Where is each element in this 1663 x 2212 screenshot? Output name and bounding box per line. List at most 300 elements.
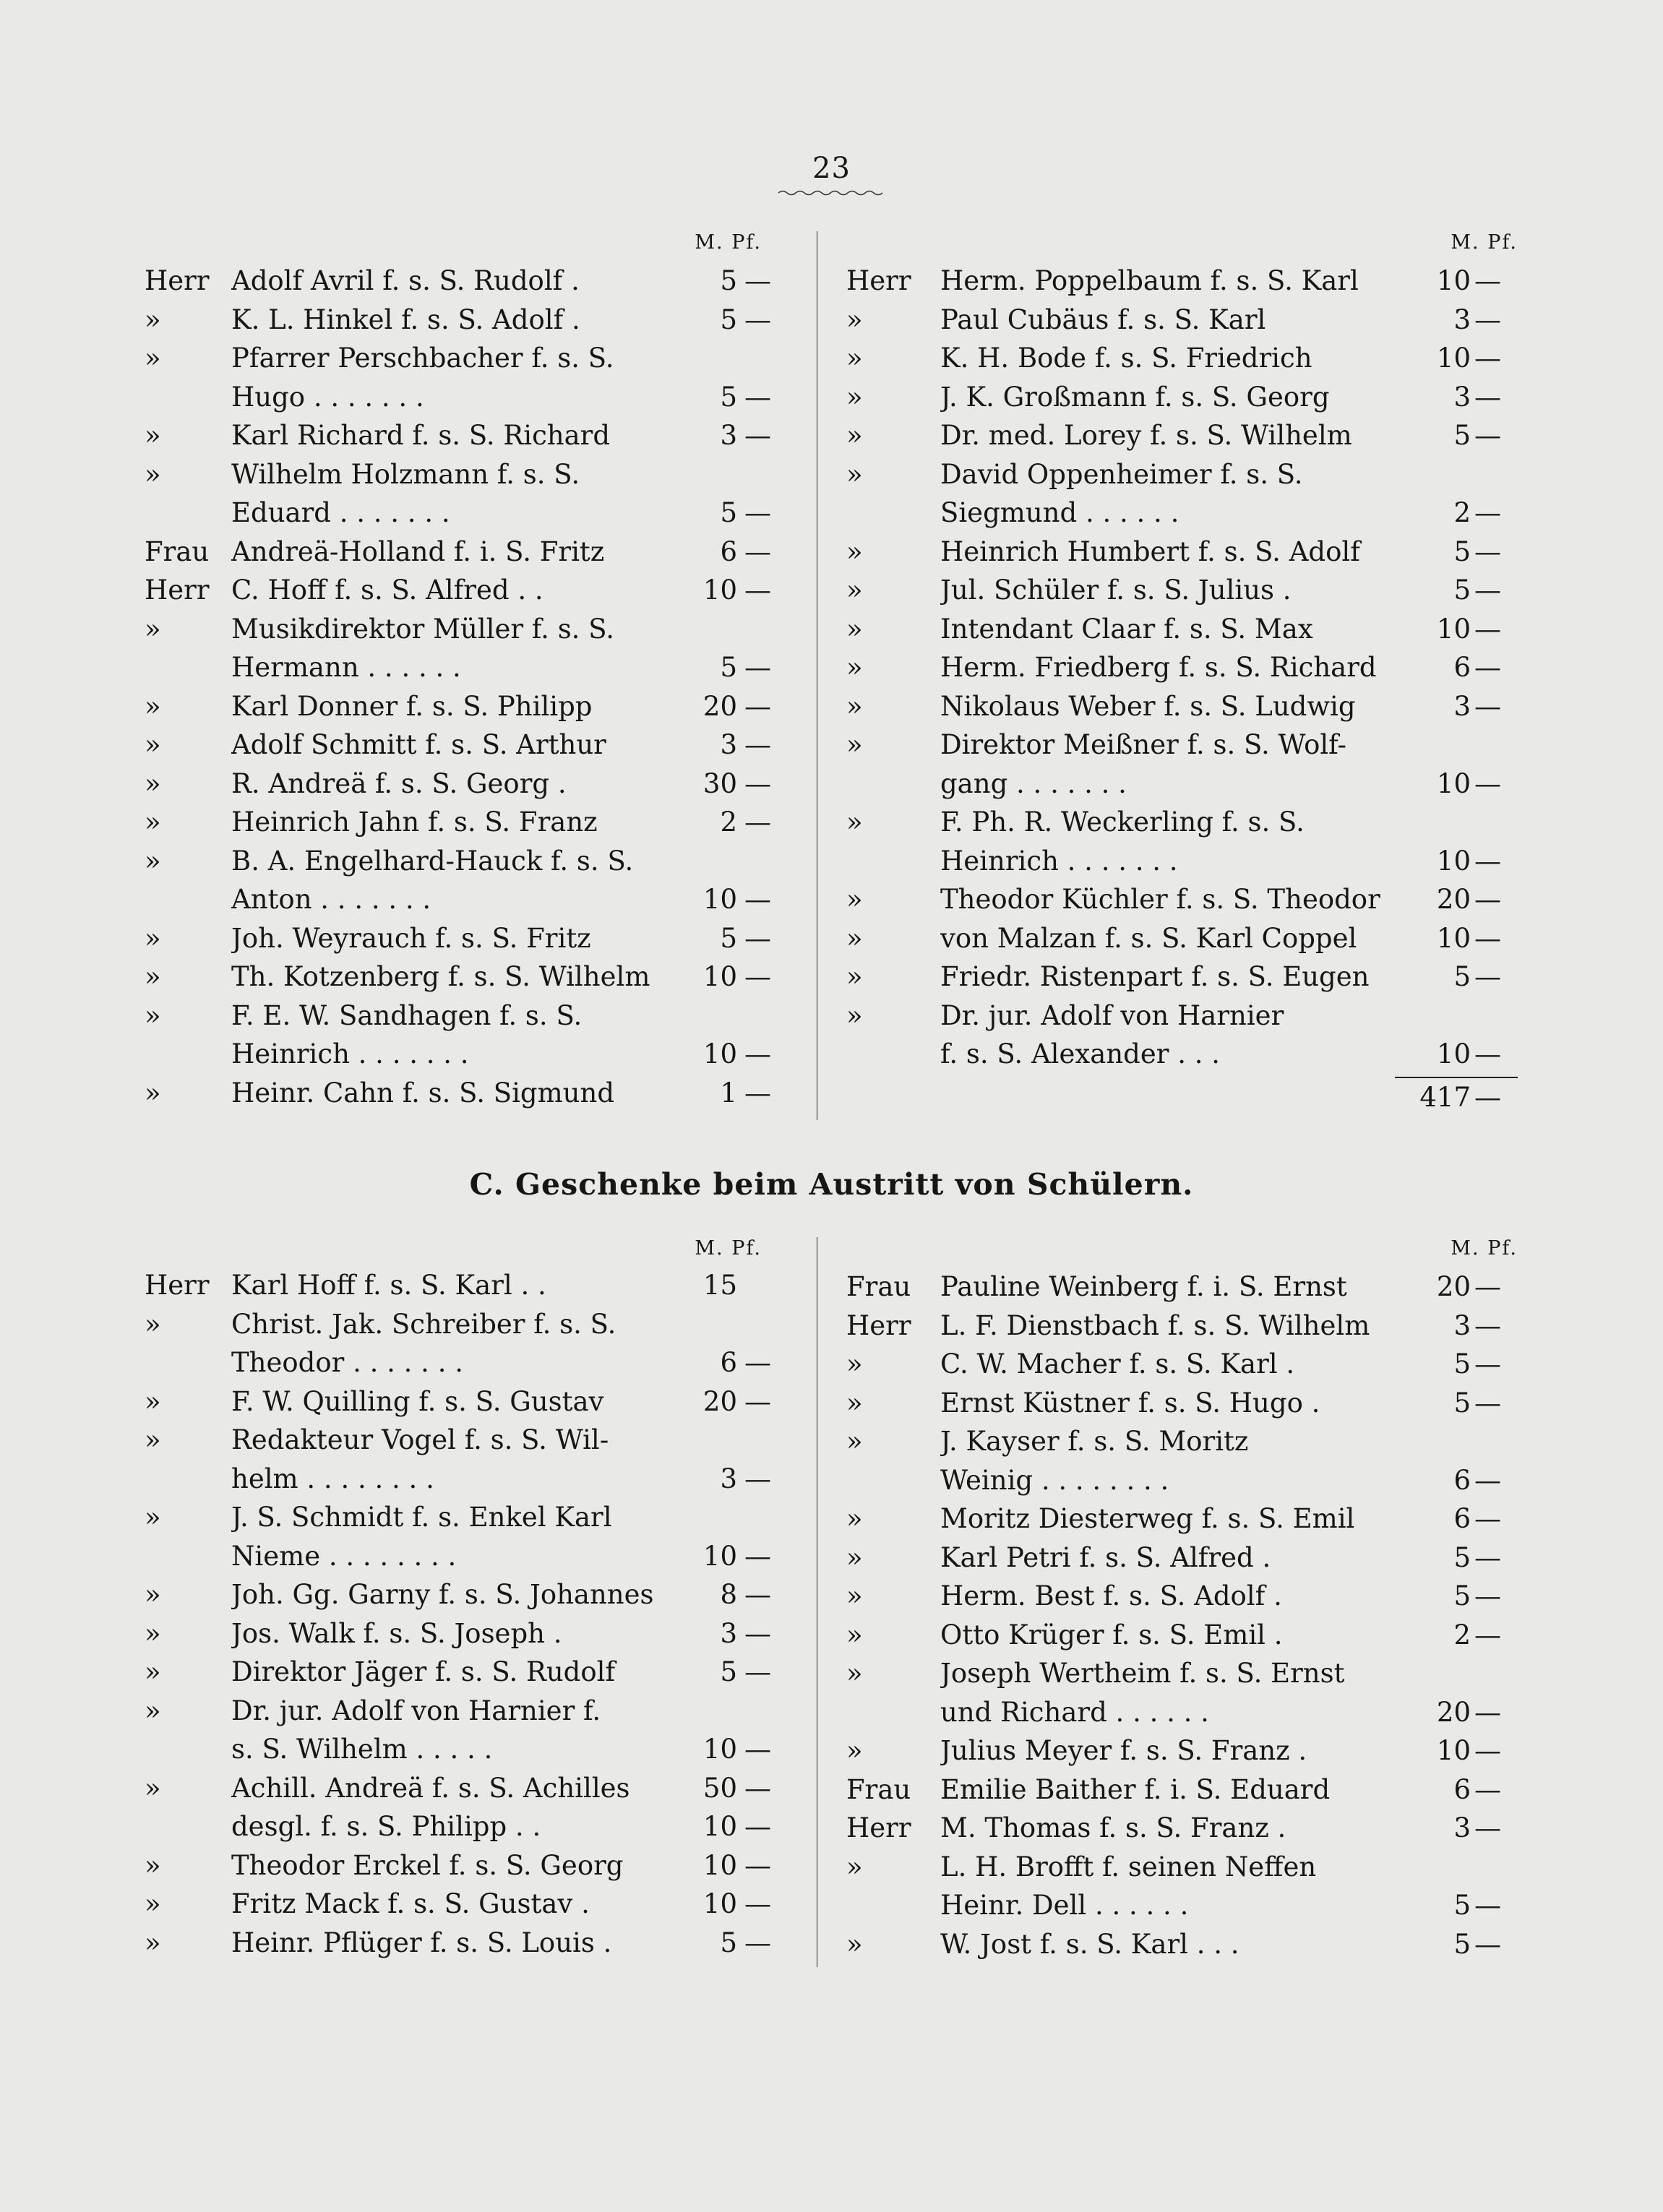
entry-pfennig: — <box>1474 652 1501 683</box>
entry-pfennig: — <box>744 652 771 683</box>
entry-mark: 2 <box>1453 1619 1471 1651</box>
entry-lead: Frau <box>145 535 210 567</box>
entry-mark: 10 <box>1436 1735 1471 1766</box>
entry-text: Weinig . . . . . . . . <box>940 1464 1169 1496</box>
entry-text: von Malzan f. s. S. Karl Coppel <box>940 922 1357 954</box>
column-header: M. Pf. <box>695 1237 762 1260</box>
ledger-entry <box>846 416 1518 455</box>
ledger-entry <box>846 726 1518 765</box>
entry-text: Redakteur Vogel f. s. S. Wil- <box>231 1424 609 1455</box>
entry-text: Pfarrer Perschbacher f. s. S. <box>231 343 614 374</box>
ledger-rows <box>145 262 795 1112</box>
entry-text: s. S. Wilhelm . . . . . <box>231 1734 493 1765</box>
entry-lead: » <box>145 1617 161 1649</box>
ledger-entry <box>145 842 795 881</box>
entry-pfennig: — <box>1474 1038 1501 1070</box>
ledger-entry <box>145 378 795 417</box>
entry-lead: » <box>846 535 863 567</box>
entry-pfennig: — <box>1474 574 1501 606</box>
entry-text: Heinr. Cahn f. s. S. Sigmund <box>231 1077 615 1109</box>
entry-text: M. Thomas f. s. S. Franz . <box>940 1812 1286 1843</box>
entry-pfennig: — <box>1474 961 1501 992</box>
entry-mark: 6 <box>720 1347 737 1378</box>
entry-text: Theodor Küchler f. s. S. Theodor <box>940 884 1380 915</box>
entry-pfennig: — <box>1474 1541 1501 1573</box>
entry-mark: 10 <box>702 1811 737 1842</box>
entry-mark: 20 <box>1436 1271 1471 1302</box>
entry-mark: 5 <box>720 497 737 528</box>
entry-lead: » <box>145 729 161 760</box>
entry-mark: 5 <box>1453 420 1471 451</box>
entry-pfennig: — <box>1474 884 1501 915</box>
entry-lead: » <box>145 767 161 799</box>
entry-pfennig: — <box>744 690 771 722</box>
entry-mark: 5 <box>720 1927 737 1958</box>
entry-mark: 5 <box>1453 961 1471 992</box>
entry-lead: » <box>145 806 161 838</box>
ledger-section-c <box>145 1237 1518 1967</box>
ledger-entry <box>145 687 795 726</box>
entry-lead: » <box>846 884 863 915</box>
entry-mark: 5 <box>720 922 737 954</box>
entry-text: Hermann . . . . . . <box>231 652 461 683</box>
entry-pfennig: — <box>1474 845 1501 877</box>
entry-mark: 15 <box>702 1270 737 1301</box>
entry-pfennig: — <box>744 1579 771 1610</box>
ledger-entry <box>846 301 1518 340</box>
entry-pfennig: — <box>1474 613 1501 645</box>
entry-text: Friedr. Ristenpart f. s. S. Eugen <box>940 961 1370 992</box>
entry-text: Joseph Wertheim f. s. S. Ernst <box>940 1658 1345 1689</box>
entry-mark: 5 <box>1453 535 1471 567</box>
ledger-entry <box>846 571 1518 610</box>
entry-mark: 5 <box>1453 1580 1471 1611</box>
entry-text: Andreä-Holland f. i. S. Fritz <box>231 535 605 567</box>
entry-mark: 10 <box>702 1888 737 1919</box>
entry-mark: 5 <box>1453 1890 1471 1921</box>
entry-lead: Herr <box>846 1309 911 1341</box>
entry-pfennig: — <box>744 1811 771 1842</box>
ledger-entry <box>846 957 1518 997</box>
ledger-entry <box>145 1537 795 1576</box>
entry-pfennig: — <box>744 1463 771 1494</box>
ledger-entry <box>145 1769 795 1808</box>
entry-text: Karl Petri f. s. S. Alfred . <box>940 1541 1271 1573</box>
entry-text: Musikdirektor Müller f. s. S. <box>231 613 614 645</box>
ledger-entry <box>846 1035 1518 1074</box>
ledger-entry <box>145 765 795 804</box>
entry-lead: » <box>145 1502 161 1533</box>
ledger-entry <box>846 1577 1518 1616</box>
ledger-entry <box>846 1809 1518 1848</box>
entry-mark: 8 <box>720 1579 737 1610</box>
ledger-entry <box>846 1848 1518 1887</box>
ledger-entry <box>846 339 1518 378</box>
entry-text: Wilhelm Holzmann f. s. S. <box>231 458 580 490</box>
entry-pfennig: — <box>1474 922 1501 954</box>
entry-pfennig: — <box>744 1385 771 1417</box>
entry-pfennig: — <box>1474 420 1501 451</box>
entry-text: C. Hoff f. s. S. Alfred . . <box>231 574 543 606</box>
entry-pfennig: — <box>1474 1387 1501 1419</box>
entry-text: Joh. Gg. Garny f. s. S. Johannes <box>231 1579 654 1610</box>
ornament-flourish <box>777 189 885 197</box>
entry-text: L. F. Dienstbach f. s. S. Wilhelm <box>940 1309 1370 1341</box>
entry-pfennig: — <box>1474 1890 1501 1921</box>
entry-text: desgl. f. s. S. Philipp . . <box>231 1811 541 1842</box>
entry-lead: » <box>846 1851 863 1882</box>
entry-text: Intendant Claar f. s. S. Max <box>940 613 1313 645</box>
entry-pfennig: — <box>1474 1503 1501 1534</box>
entry-pfennig: — <box>1474 343 1501 374</box>
entry-lead: » <box>846 1928 863 1960</box>
entry-text: Heinr. Pflüger f. s. S. Louis . <box>231 1927 612 1958</box>
entry-pfennig: — <box>744 1927 771 1958</box>
ledger-entry <box>846 765 1518 804</box>
entry-text: Emilie Baither f. i. S. Eduard <box>940 1773 1331 1805</box>
ledger-entry <box>846 842 1518 881</box>
entry-lead: » <box>846 806 863 838</box>
ledger-entry <box>145 494 795 533</box>
ledger-rows <box>846 1268 1518 1963</box>
ledger-entry <box>145 455 795 494</box>
entry-text: K. L. Hinkel f. s. S. Adolf . <box>231 304 580 335</box>
ledger-rows <box>145 1266 795 1962</box>
entry-lead: » <box>145 613 161 645</box>
entry-lead: » <box>846 304 863 335</box>
ledger-entry <box>846 1422 1518 1461</box>
entry-mark: 10 <box>702 1849 737 1881</box>
entry-mark: 30 <box>702 767 737 799</box>
entry-lead: » <box>145 420 161 451</box>
entry-text: Herm. Friedberg f. s. S. Richard <box>940 652 1377 683</box>
entry-lead: Herr <box>145 574 210 606</box>
entry-mark: 10 <box>702 1038 737 1070</box>
ledger-entry <box>145 1807 795 1846</box>
entry-pfennig: — <box>1474 304 1501 335</box>
entry-pfennig: — <box>744 535 771 567</box>
entry-mark: 3 <box>1453 1309 1471 1341</box>
ledger-section-b <box>145 231 1518 1120</box>
entry-mark: 3 <box>720 1617 737 1649</box>
entry-mark: 20 <box>702 690 737 722</box>
entry-pfennig: — <box>1474 265 1501 296</box>
ledger-entry <box>846 533 1518 572</box>
ledger-entry <box>145 301 795 340</box>
ledger-entry <box>145 1460 795 1499</box>
total-amount: 417 <box>1419 1082 1471 1113</box>
entry-lead: » <box>145 1424 161 1455</box>
entry-text: Julius Meyer f. s. S. Franz . <box>940 1735 1307 1766</box>
entry-lead: » <box>145 1579 161 1610</box>
entry-text: Eduard . . . . . . . <box>231 497 450 528</box>
ledger-entry <box>145 1074 795 1113</box>
entry-mark: 10 <box>702 574 737 606</box>
entry-text: Paul Cubäus f. s. S. Karl <box>940 304 1266 335</box>
entry-mark: 10 <box>702 1734 737 1765</box>
entry-lead: » <box>846 961 863 992</box>
entry-lead: » <box>145 1772 161 1804</box>
entry-pfennig: — <box>744 767 771 799</box>
ledger-entry <box>145 339 795 378</box>
entry-lead: » <box>846 729 863 760</box>
entry-lead: Herr <box>846 265 911 296</box>
ledger-entry <box>846 1925 1518 1964</box>
entry-mark: 5 <box>720 265 737 296</box>
entry-text: Karl Hoff f. s. S. Karl . . <box>231 1270 546 1301</box>
ledger-entry <box>145 648 795 687</box>
ledger-entry <box>145 1343 795 1382</box>
entry-mark: 10 <box>1436 613 1471 645</box>
entry-lead: » <box>846 1658 863 1689</box>
entry-pfennig: — <box>1474 1619 1501 1651</box>
entry-pfennig: — <box>1474 1348 1501 1380</box>
entry-text: David Oppenheimer f. s. S. <box>940 458 1303 490</box>
entry-pfennig: — <box>1474 1271 1501 1302</box>
entry-pfennig: — <box>744 729 771 760</box>
entry-text: und Richard . . . . . . <box>940 1696 1209 1728</box>
entry-pfennig: — <box>744 1077 771 1109</box>
entry-text: Ernst Küstner f. s. S. Hugo . <box>940 1387 1320 1419</box>
entry-lead: Frau <box>846 1271 911 1302</box>
entry-lead: » <box>846 1619 863 1651</box>
entry-text: Heinr. Dell . . . . . . <box>940 1890 1189 1921</box>
entry-pfennig: — <box>744 1888 771 1919</box>
ledger-entry <box>846 1731 1518 1770</box>
entry-mark: 3 <box>720 420 737 451</box>
entry-text: Dr. jur. Adolf von Harnier <box>940 999 1284 1031</box>
ledger-entry <box>145 1730 795 1769</box>
entry-lead: » <box>846 613 863 645</box>
entry-mark: 20 <box>702 1385 737 1417</box>
entry-lead: » <box>846 1503 863 1534</box>
entry-mark: 3 <box>1453 1812 1471 1843</box>
ledger-entry <box>846 687 1518 726</box>
entry-mark: 3 <box>1453 381 1471 413</box>
entry-mark: 50 <box>702 1772 737 1804</box>
entry-text: Karl Richard f. s. S. Richard <box>231 420 611 451</box>
entry-mark: 20 <box>1436 1696 1471 1728</box>
ledger-left-column <box>145 1237 817 1967</box>
entry-text: Heinrich Jahn f. s. S. Franz <box>231 806 598 838</box>
ledger-entry <box>846 1461 1518 1500</box>
ledger-entry <box>846 455 1518 494</box>
entry-mark: 10 <box>1436 922 1471 954</box>
ledger-right-column <box>817 1237 1518 1967</box>
ledger-entry <box>846 997 1518 1036</box>
entry-lead: » <box>145 343 161 374</box>
entry-pfennig: — <box>744 1540 771 1572</box>
entry-lead: » <box>846 1541 863 1573</box>
column-header: M. Pf. <box>1451 231 1518 254</box>
entry-lead: » <box>145 1385 161 1417</box>
ledger-entry <box>145 610 795 649</box>
ledger-entry <box>145 1305 795 1344</box>
entry-pfennig: — <box>1474 1735 1501 1766</box>
entry-pfennig: — <box>1474 535 1501 567</box>
entry-text: Theodor Erckel f. s. S. Georg <box>231 1849 624 1881</box>
entry-mark: 5 <box>720 304 737 335</box>
ledger-entry <box>846 1268 1518 1307</box>
entry-text: Moritz Diesterweg f. s. S. Emil <box>940 1503 1355 1534</box>
entry-text: Theodor . . . . . . . <box>231 1347 463 1378</box>
ledger-entry <box>846 880 1518 919</box>
entry-mark: 6 <box>720 535 737 567</box>
entry-text: Nieme . . . . . . . . <box>231 1540 457 1572</box>
ledger-entry <box>145 1382 795 1421</box>
ledger-entry <box>846 1654 1518 1693</box>
ledger-entry <box>846 1886 1518 1925</box>
entry-pfennig: — <box>1474 1580 1501 1611</box>
ledger-entry <box>846 1770 1518 1809</box>
entry-lead: » <box>846 1348 863 1380</box>
ledger-entry <box>145 416 795 455</box>
entry-pfennig: — <box>1474 1773 1501 1805</box>
ledger-entry <box>145 1924 795 1963</box>
entry-text: Herm. Best f. s. S. Adolf . <box>940 1580 1282 1611</box>
entry-pfennig: — <box>1474 497 1501 528</box>
entry-text: Otto Krüger f. s. S. Emil . <box>940 1619 1283 1651</box>
ledger-entry <box>145 997 795 1036</box>
entry-pfennig: — <box>744 1734 771 1765</box>
total-pfennig: — <box>1474 1082 1501 1113</box>
entry-pfennig: — <box>744 806 771 838</box>
entry-text: J. S. Schmidt f. s. Enkel Karl <box>231 1502 612 1533</box>
entry-mark: 5 <box>1453 1928 1471 1960</box>
entry-lead: » <box>846 574 863 606</box>
entry-lead: » <box>846 1387 863 1419</box>
entry-text: helm . . . . . . . . <box>231 1463 434 1494</box>
entry-text: Direktor Meißner f. s. S. Wolf- <box>940 729 1347 760</box>
entry-lead: » <box>145 922 161 954</box>
entry-text: Jul. Schüler f. s. S. Julius . <box>940 574 1292 606</box>
ledger-rows <box>846 262 1518 1074</box>
entry-text: Achill. Andreä f. s. S. Achilles <box>231 1772 630 1804</box>
entry-lead: » <box>846 458 863 490</box>
entry-mark: 5 <box>1453 574 1471 606</box>
section-c-heading: C. Geschenke beim Austritt von Schülern. <box>469 1167 1194 1202</box>
entry-mark: 20 <box>1436 884 1471 915</box>
entry-pfennig: — <box>744 961 771 992</box>
entry-text: F. Ph. R. Weckerling f. s. S. <box>940 806 1305 838</box>
ledger-entry <box>145 880 795 919</box>
entry-text: Adolf Schmitt f. s. S. Arthur <box>231 729 606 760</box>
ledger-entry <box>846 648 1518 687</box>
entry-mark: 10 <box>1436 343 1471 374</box>
entry-text: L. H. Brofft f. seinen Neffen <box>940 1851 1317 1882</box>
entry-mark: 10 <box>1436 767 1471 799</box>
ledger-entry <box>145 803 795 842</box>
entry-text: Karl Donner f. s. S. Philipp <box>231 690 593 722</box>
ledger-entry <box>145 919 795 958</box>
ledger-entry <box>846 1307 1518 1346</box>
entry-mark: 10 <box>1436 845 1471 877</box>
total-row <box>846 1078 1518 1117</box>
entry-text: B. A. Engelhard-Hauck f. s. S. <box>231 845 634 877</box>
entry-mark: 10 <box>1436 1038 1471 1070</box>
entry-text: f. s. S. Alexander . . . <box>940 1038 1221 1070</box>
entry-lead: » <box>846 922 863 954</box>
entry-lead: » <box>846 381 863 413</box>
entry-text: C. W. Macher f. s. S. Karl . <box>940 1348 1295 1380</box>
entry-pfennig: — <box>1474 767 1501 799</box>
ledger-entry <box>846 378 1518 417</box>
ledger-entry <box>145 1266 795 1305</box>
entry-mark: 3 <box>720 729 737 760</box>
entry-mark: 5 <box>720 1656 737 1687</box>
entry-text: Nikolaus Weber f. s. S. Ludwig <box>940 690 1356 722</box>
entry-text: Jos. Walk f. s. S. Joseph . <box>231 1617 562 1649</box>
entry-mark: 10 <box>702 1540 737 1572</box>
entry-text: Heinrich . . . . . . . <box>231 1038 469 1070</box>
entry-lead: » <box>145 845 161 877</box>
entry-pfennig: — <box>1474 1928 1501 1960</box>
ledger-entry <box>846 1345 1518 1384</box>
entry-mark: 3 <box>720 1463 737 1494</box>
entry-pfennig: — <box>744 420 771 451</box>
ledger-entry <box>145 262 795 301</box>
entry-text: Adolf Avril f. s. S. Rudolf . <box>231 265 580 296</box>
column-header: M. Pf. <box>1451 1237 1518 1260</box>
entry-pfennig: — <box>744 1849 771 1881</box>
ledger-entry <box>145 1575 795 1614</box>
entry-text: Christ. Jak. Schreiber f. s. S. <box>231 1308 616 1340</box>
entry-lead: » <box>145 961 161 992</box>
entry-mark: 10 <box>1436 265 1471 296</box>
ledger-entry <box>846 610 1518 649</box>
ledger-entry <box>145 1846 795 1885</box>
ledger-entry <box>846 494 1518 533</box>
entry-mark: 6 <box>1453 652 1471 683</box>
entry-text: K. H. Bode f. s. S. Friedrich <box>940 343 1312 374</box>
entry-text: Joh. Weyrauch f. s. S. Fritz <box>231 922 591 954</box>
entry-text: F. E. W. Sandhagen f. s. S. <box>231 999 583 1031</box>
entry-mark: 5 <box>1453 1348 1471 1380</box>
ledger-entry <box>145 1653 795 1692</box>
entry-pfennig: — <box>744 265 771 296</box>
entry-mark: 2 <box>1453 497 1471 528</box>
entry-lead: » <box>145 690 161 722</box>
entry-lead: Frau <box>846 1773 911 1805</box>
entry-mark: 6 <box>1453 1773 1471 1805</box>
entry-mark: 10 <box>702 961 737 992</box>
entry-mark: 6 <box>1453 1503 1471 1534</box>
entry-mark: 10 <box>702 884 737 915</box>
entry-lead: » <box>145 1695 161 1726</box>
ledger-entry <box>145 726 795 765</box>
entry-lead: » <box>145 1888 161 1919</box>
entry-pfennig: — <box>744 497 771 528</box>
entry-mark: 3 <box>1453 690 1471 722</box>
entry-pfennig: — <box>744 1772 771 1804</box>
entry-pfennig: — <box>744 884 771 915</box>
entry-text: Dr. jur. Adolf von Harnier f. <box>231 1695 601 1726</box>
entry-lead: » <box>846 690 863 722</box>
entry-lead: Herr <box>145 1270 210 1301</box>
entry-text: F. W. Quilling f. s. S. Gustav <box>231 1385 604 1417</box>
entry-pfennig: — <box>1474 1696 1501 1728</box>
entry-mark: 5 <box>720 381 737 413</box>
entry-text: Th. Kotzenberg f. s. S. Wilhelm <box>231 961 650 992</box>
column-header: M. Pf. <box>695 231 762 254</box>
ledger-entry <box>145 1614 795 1653</box>
entry-pfennig: — <box>744 1347 771 1378</box>
entry-text: Heinrich Humbert f. s. S. Adolf <box>940 535 1360 567</box>
entry-text: Herm. Poppelbaum f. s. S. Karl <box>940 265 1359 296</box>
entry-mark: 5 <box>1453 1387 1471 1419</box>
entry-mark: 3 <box>1453 304 1471 335</box>
entry-lead: » <box>145 1656 161 1687</box>
